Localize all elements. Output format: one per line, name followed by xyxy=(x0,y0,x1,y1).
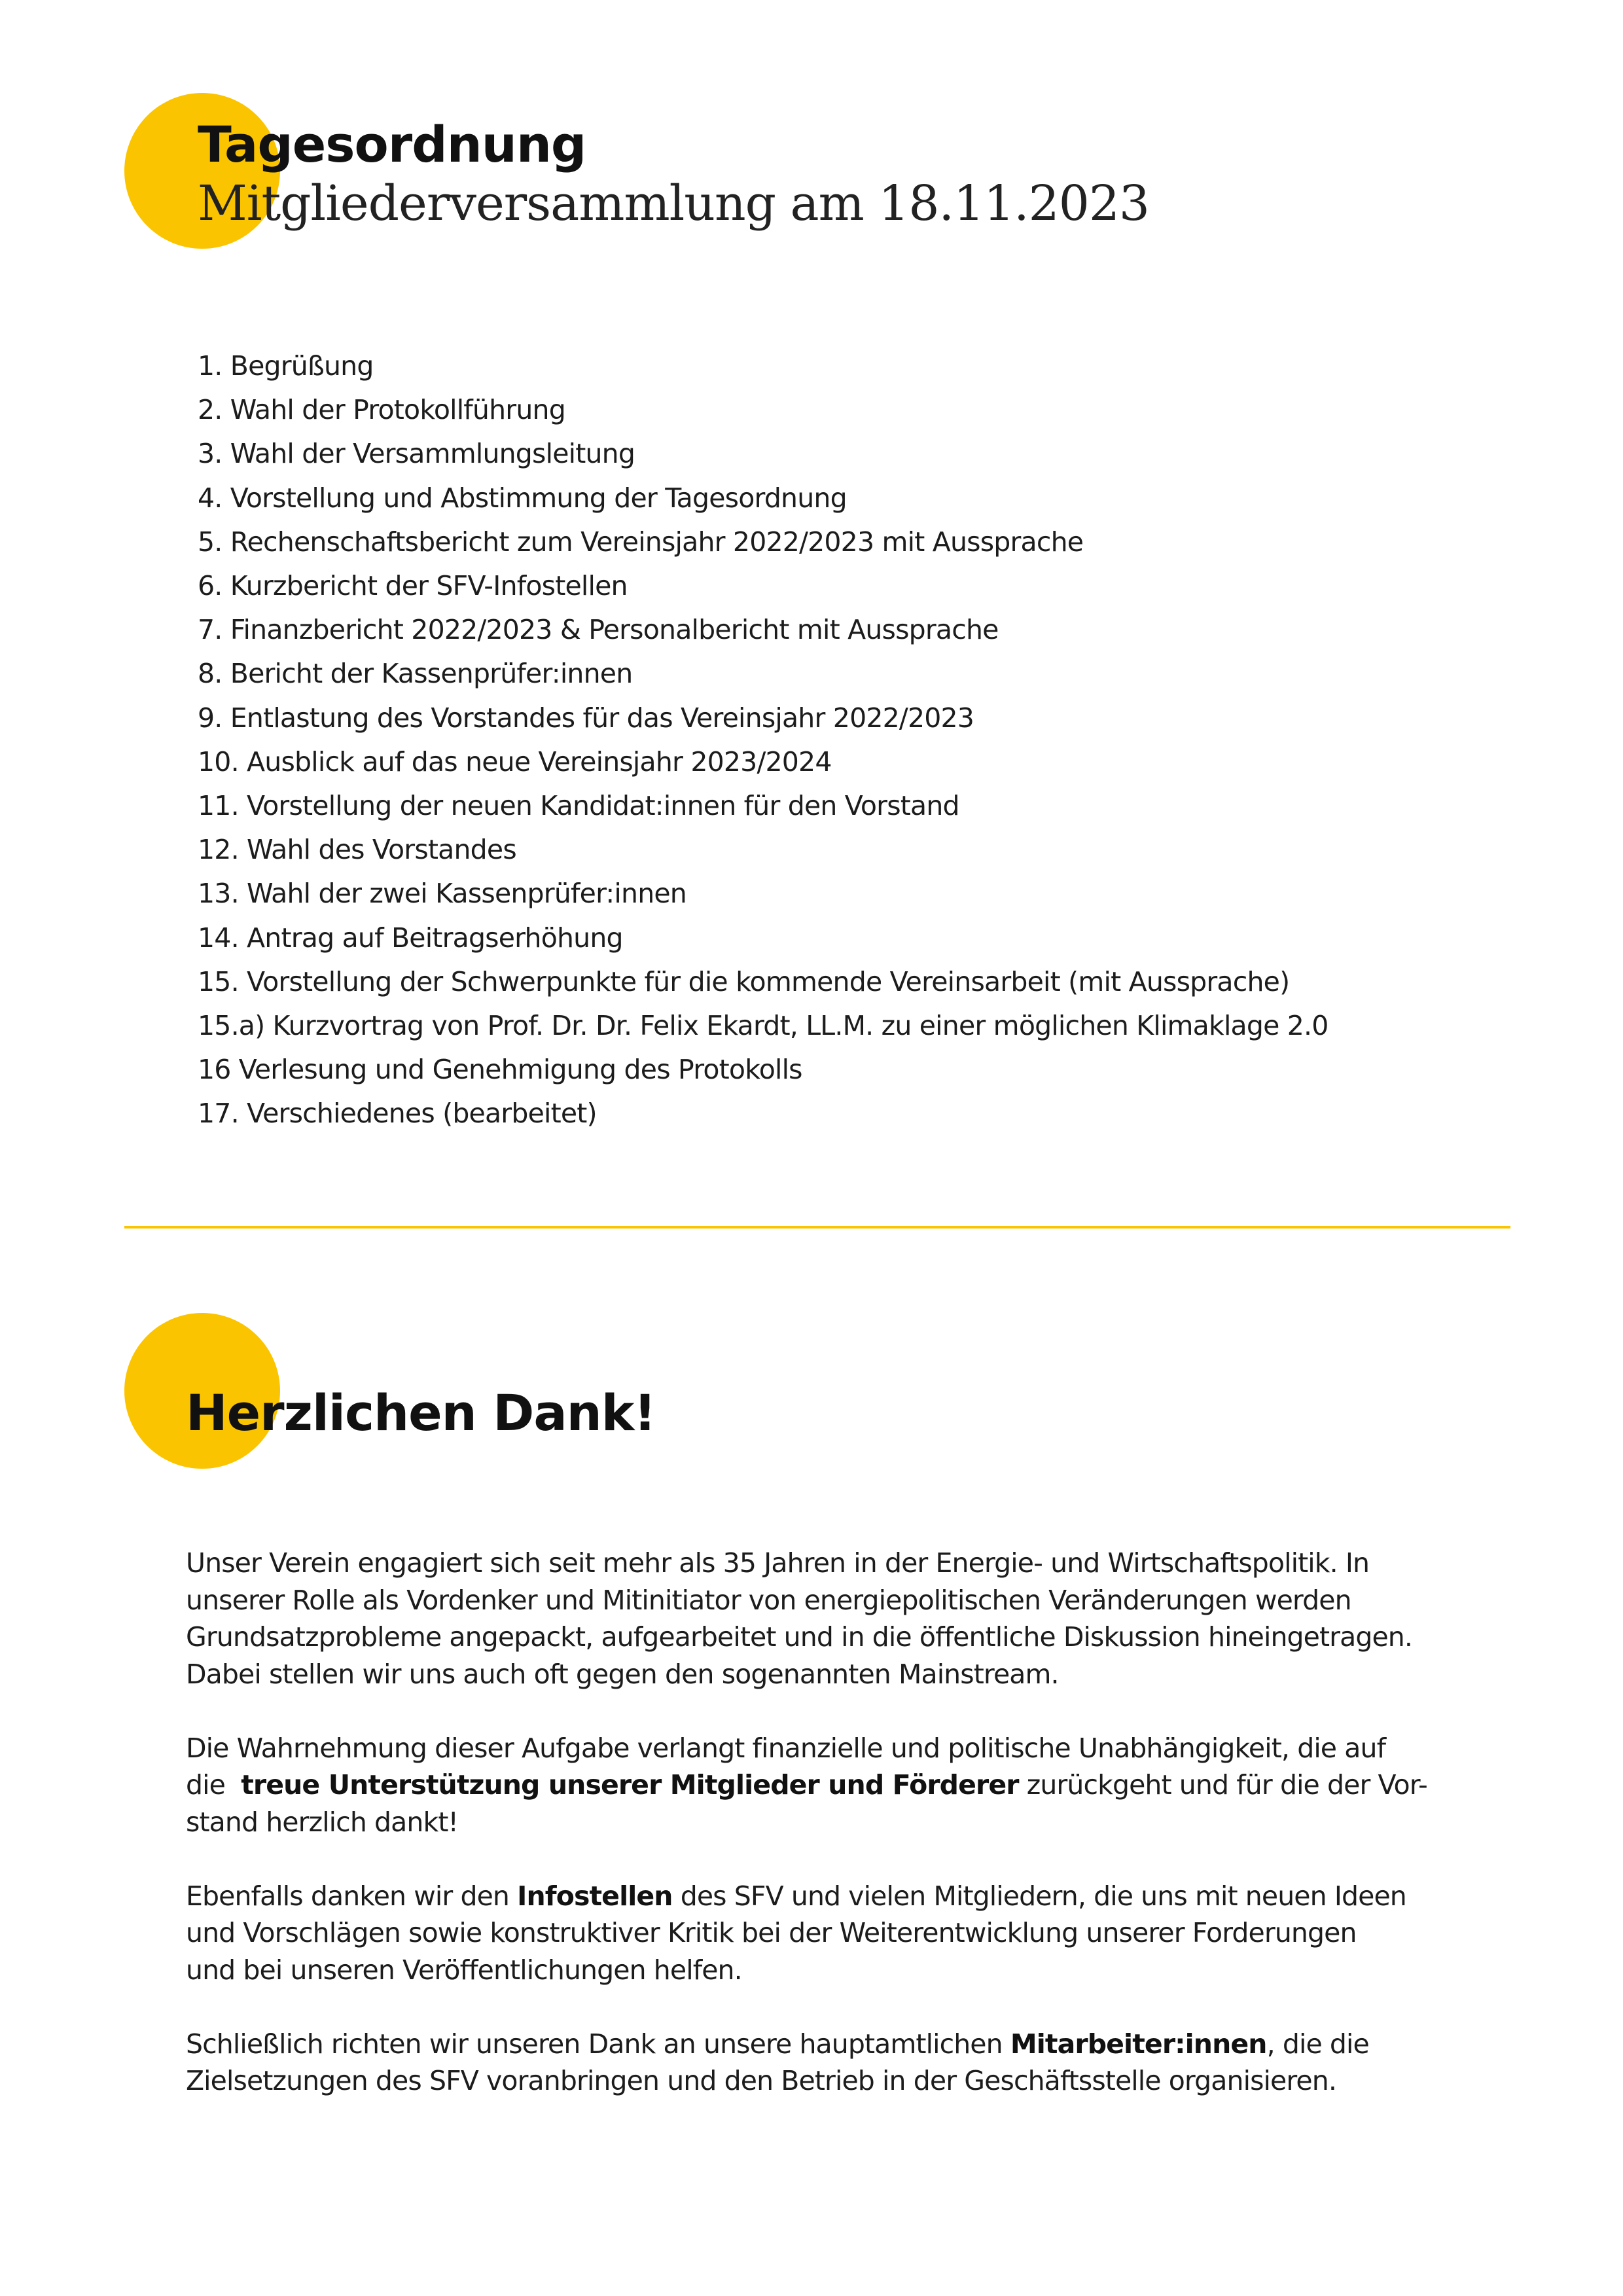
agenda-item: 3. Wahl der Versammlungsleitung xyxy=(198,438,635,470)
agenda-item: 2. Wahl der Protokollführung xyxy=(198,394,565,426)
text-line xyxy=(186,1767,1469,1804)
agenda-item: 8. Bericht der Kassenprüfer:innen xyxy=(198,658,633,690)
agenda-title: Tagesordnung xyxy=(198,115,586,173)
emphasis-members: treue Unterstützung unserer Mitglieder und Förderer xyxy=(241,1769,1019,1801)
emphasis-infostellen: Infostellen xyxy=(517,1880,673,1912)
agenda-item: 15. Vorstellung der Schwerpunkte für die kommende Vereinsarbeit (mit Aussprache) xyxy=(198,965,1290,997)
agenda-item: 14. Antrag auf Beitragserhöhung xyxy=(198,922,623,954)
agenda-item: 16 Verlesung und Genehmigung des Protokolls xyxy=(198,1054,802,1086)
agenda-item: 7. Finanzbericht 2022/2023 & Personalbericht mit Aussprache xyxy=(198,614,999,646)
agenda-item: 9. Entlastung des Vorstandes für das Vereinsjahr 2022/2023 xyxy=(198,702,974,734)
agenda-item: 1. Begrüßung xyxy=(198,350,374,382)
text-segment: Ebenfalls danken wir den xyxy=(186,1880,518,1912)
agenda-item: 10. Ausblick auf das neue Vereinsjahr 2023/2024 xyxy=(198,745,832,778)
agenda-subtitle: Mitgliederversammlung am 18.11.2023 xyxy=(198,175,1149,232)
section-divider xyxy=(124,1226,1510,1229)
emphasis-staff: Mitarbeiter:innen xyxy=(1010,2028,1267,2060)
agenda-item: 17. Verschiedenes (bearbeitet) xyxy=(198,1098,597,1130)
agenda-item: 13. Wahl der zwei Kassenprüfer:innen xyxy=(198,878,687,910)
thanks-paragraph-1 xyxy=(186,1545,1469,1693)
thanks-paragraph-2 xyxy=(186,1730,1469,1841)
thanks-paragraph-3 xyxy=(186,1878,1469,1989)
text-line: Zielsetzungen des SFV voranbringen und den Betrieb in der Geschäftsstelle organisieren. xyxy=(186,2065,1336,2096)
thanks-title: Herzlichen Dank! xyxy=(186,1384,656,1442)
text-segment: des SFV und vielen Mitgliedern, die uns mit neuen Ideen xyxy=(672,1880,1406,1912)
text-line: und bei unseren Veröffentlichungen helfen. xyxy=(186,1954,742,1986)
thanks-body xyxy=(186,1545,1469,2136)
agenda-item: 5. Rechenschaftsbericht zum Vereinsjahr 2022/2023 mit Aussprache xyxy=(198,526,1084,558)
text-line: Unser Verein engagiert sich seit mehr als 35 Jahren in der Energie- und Wirtschaftspolitik. In xyxy=(186,1547,1370,1579)
text-segment: die xyxy=(186,1769,241,1801)
text-line: und Vorschlägen sowie konstruktiver Kritik bei der Weiterentwicklung unserer Forderungen xyxy=(186,1917,1357,1948)
thanks-paragraph-4 xyxy=(186,2026,1469,2100)
text-line xyxy=(186,1878,1469,1915)
text-line: Dabei stellen wir uns auch oft gegen den sogenannten Mainstream. xyxy=(186,1658,1059,1690)
text-line: stand herzlich dankt! xyxy=(186,1806,459,1838)
agenda-item: 4. Vorstellung und Abstimmung der Tagesordnung xyxy=(198,482,847,514)
agenda-list xyxy=(198,344,1329,1136)
text-segment: , die die xyxy=(1266,2028,1369,2060)
text-line: Die Wahrnehmung dieser Aufgabe verlangt finanzielle und politische Unabhängigkeit, die auf xyxy=(186,1732,1386,1764)
agenda-item: 15.a) Kurzvortrag von Prof. Dr. Dr. Felix Ekardt, LL.M. zu einer möglichen Klimaklage 2.0 xyxy=(198,1010,1329,1042)
text-segment: Schließlich richten wir unseren Dank an unsere hauptamtlichen xyxy=(186,2028,1010,2060)
text-line: Grundsatzprobleme angepackt, aufgearbeitet und in die öffentliche Diskussion hineingetragen. xyxy=(186,1621,1413,1653)
agenda-item: 12. Wahl des Vorstandes xyxy=(198,834,516,866)
text-segment: zurückgeht und für die der Vor- xyxy=(1018,1769,1427,1801)
text-line: unserer Rolle als Vordenker und Mitinitiator von energiepolitischen Veränderungen werden xyxy=(186,1584,1351,1616)
agenda-item: 6. Kurzbericht der SFV-Infostellen xyxy=(198,570,628,602)
agenda-item: 11. Vorstellung der neuen Kandidat:innen für den Vorstand xyxy=(198,790,959,822)
text-line xyxy=(186,2026,1469,2063)
